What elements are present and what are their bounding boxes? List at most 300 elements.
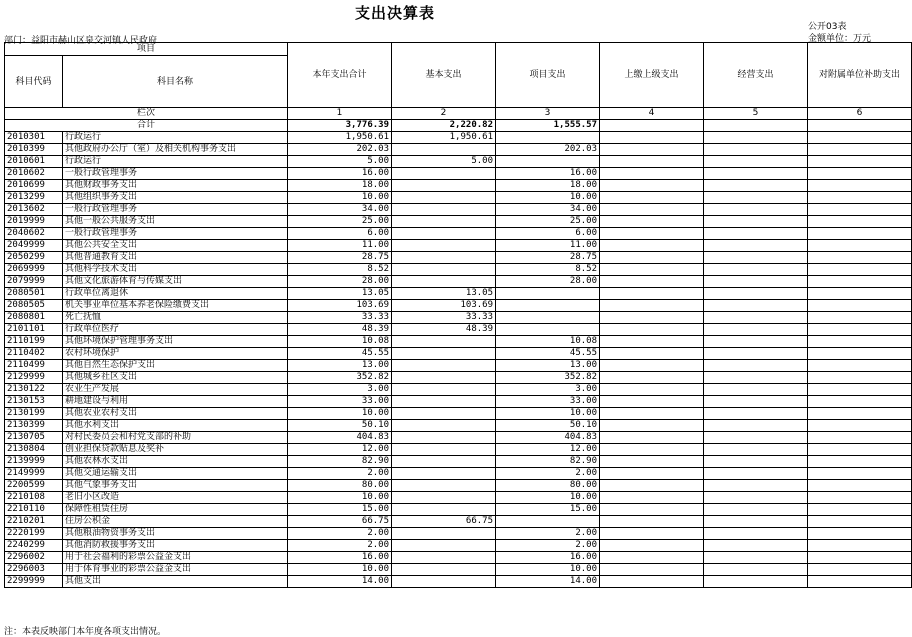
row-code: 2130705 <box>5 432 63 444</box>
footnote: 注：本表反映部门本年度各项支出情况。 <box>4 627 167 637</box>
row-business <box>704 480 808 492</box>
row-subsidy <box>808 444 912 456</box>
row-code: 2110402 <box>5 348 63 360</box>
row-code: 2130399 <box>5 420 63 432</box>
table-row <box>5 516 912 528</box>
table-row <box>5 264 912 276</box>
row-total: 50.10 <box>288 420 392 432</box>
row-basic <box>392 468 496 480</box>
row-basic <box>392 180 496 192</box>
row-total: 352.82 <box>288 372 392 384</box>
row-code: 2010601 <box>5 156 63 168</box>
row-project: 404.83 <box>496 432 600 444</box>
row-business <box>704 516 808 528</box>
row-project <box>496 300 600 312</box>
row-upper <box>600 312 704 324</box>
department-label: 部门：益阳市赫山区泉交河镇人民政府 <box>4 36 158 46</box>
row-business <box>704 396 808 408</box>
table-row <box>5 300 912 312</box>
row-project: 10.00 <box>496 564 600 576</box>
row-project: 15.00 <box>496 504 600 516</box>
row-code: 2240299 <box>5 540 63 552</box>
row-business <box>704 360 808 372</box>
table-row <box>5 468 912 480</box>
row-name: 其他环境保护管理事务支出 <box>63 336 288 348</box>
row-basic <box>392 372 496 384</box>
amount-unit: 金额单位：万元 <box>808 34 872 44</box>
row-business <box>704 288 808 300</box>
row-code: 2080505 <box>5 300 63 312</box>
row-upper <box>600 348 704 360</box>
row-project: 352.82 <box>496 372 600 384</box>
table-row <box>5 216 912 228</box>
row-subsidy <box>808 324 912 336</box>
table-row <box>5 432 912 444</box>
row-project <box>496 312 600 324</box>
row-basic <box>392 348 496 360</box>
table-row <box>5 408 912 420</box>
row-subsidy <box>808 516 912 528</box>
row-subsidy <box>808 528 912 540</box>
table-row <box>5 564 912 576</box>
row-total: 3.00 <box>288 384 392 396</box>
row-basic <box>392 564 496 576</box>
row-upper <box>600 372 704 384</box>
header-code: 科目代码 <box>5 56 63 108</box>
row-upper <box>600 420 704 432</box>
row-code: 2101101 <box>5 324 63 336</box>
row-basic <box>392 480 496 492</box>
row-project <box>496 324 600 336</box>
row-name: 其他支出 <box>63 576 288 588</box>
row-business <box>704 540 808 552</box>
row-name: 其他气象事务支出 <box>63 480 288 492</box>
row-subsidy <box>808 204 912 216</box>
row-upper <box>600 444 704 456</box>
row-business <box>704 576 808 588</box>
row-basic <box>392 144 496 156</box>
row-subsidy <box>808 576 912 588</box>
row-business <box>704 432 808 444</box>
row-project: 82.90 <box>496 456 600 468</box>
row-basic <box>392 408 496 420</box>
row-total: 10.00 <box>288 492 392 504</box>
row-business <box>704 276 808 288</box>
row-name: 其他财政事务支出 <box>63 180 288 192</box>
row-subsidy <box>808 552 912 564</box>
table-row <box>5 228 912 240</box>
index-col: 3 <box>496 108 600 120</box>
row-subsidy <box>808 360 912 372</box>
row-business <box>704 312 808 324</box>
row-business <box>704 504 808 516</box>
row-code: 2049999 <box>5 240 63 252</box>
row-name: 创业担保贷款贴息及奖补 <box>63 444 288 456</box>
row-project: 13.00 <box>496 360 600 372</box>
row-business <box>704 468 808 480</box>
row-subsidy <box>808 264 912 276</box>
row-basic <box>392 540 496 552</box>
table-row <box>5 372 912 384</box>
row-code: 2220199 <box>5 528 63 540</box>
table-row <box>5 252 912 264</box>
row-upper <box>600 264 704 276</box>
total-label: 合计 <box>5 120 288 132</box>
row-project: 10.00 <box>496 492 600 504</box>
table-row <box>5 312 912 324</box>
total-upper <box>600 120 704 132</box>
row-upper <box>600 300 704 312</box>
row-subsidy <box>808 468 912 480</box>
total-business <box>704 120 808 132</box>
row-subsidy <box>808 216 912 228</box>
row-name: 其他科学技术支出 <box>63 264 288 276</box>
row-upper <box>600 504 704 516</box>
row-upper <box>600 180 704 192</box>
table-row <box>5 540 912 552</box>
row-basic <box>392 396 496 408</box>
row-business <box>704 420 808 432</box>
row-total: 10.00 <box>288 564 392 576</box>
row-upper <box>600 288 704 300</box>
row-upper <box>600 144 704 156</box>
row-subsidy <box>808 480 912 492</box>
row-project: 16.00 <box>496 168 600 180</box>
row-total: 28.75 <box>288 252 392 264</box>
table-row <box>5 384 912 396</box>
row-project: 2.00 <box>496 528 600 540</box>
table-row <box>5 348 912 360</box>
row-basic <box>392 216 496 228</box>
row-business <box>704 492 808 504</box>
row-code: 2110499 <box>5 360 63 372</box>
row-subsidy <box>808 432 912 444</box>
header-name: 科目名称 <box>63 56 288 108</box>
row-upper <box>600 192 704 204</box>
row-total: 12.00 <box>288 444 392 456</box>
row-basic: 13.05 <box>392 288 496 300</box>
row-subsidy <box>808 420 912 432</box>
row-subsidy <box>808 504 912 516</box>
row-code: 2299999 <box>5 576 63 588</box>
row-project: 2.00 <box>496 540 600 552</box>
row-total: 25.00 <box>288 216 392 228</box>
table-row <box>5 132 912 144</box>
row-project: 28.00 <box>496 276 600 288</box>
row-total: 11.00 <box>288 240 392 252</box>
row-code: 2010399 <box>5 144 63 156</box>
row-project <box>496 288 600 300</box>
table-row <box>5 324 912 336</box>
row-total: 34.00 <box>288 204 392 216</box>
row-project: 45.55 <box>496 348 600 360</box>
row-subsidy <box>808 336 912 348</box>
row-subsidy <box>808 240 912 252</box>
table-row <box>5 396 912 408</box>
table-row <box>5 336 912 348</box>
table-row <box>5 576 912 588</box>
row-total: 45.55 <box>288 348 392 360</box>
row-business <box>704 336 808 348</box>
row-name: 老旧小区改造 <box>63 492 288 504</box>
row-basic: 33.33 <box>392 312 496 324</box>
row-project: 8.52 <box>496 264 600 276</box>
total-subsidy <box>808 120 912 132</box>
row-basic <box>392 456 496 468</box>
row-code: 2129999 <box>5 372 63 384</box>
row-business <box>704 564 808 576</box>
table-row <box>5 456 912 468</box>
row-basic: 1,950.61 <box>392 132 496 144</box>
row-total: 13.00 <box>288 360 392 372</box>
row-total: 2.00 <box>288 468 392 480</box>
header-basic: 基本支出 <box>392 43 496 108</box>
index-col: 4 <box>600 108 704 120</box>
row-subsidy <box>808 384 912 396</box>
row-subsidy <box>808 372 912 384</box>
row-business <box>704 156 808 168</box>
row-name: 其他粮油物资事务支出 <box>63 528 288 540</box>
table-row <box>5 156 912 168</box>
table-row <box>5 504 912 516</box>
row-project: 202.03 <box>496 144 600 156</box>
row-code: 2210108 <box>5 492 63 504</box>
row-business <box>704 456 808 468</box>
row-subsidy <box>808 276 912 288</box>
row-business <box>704 552 808 564</box>
row-subsidy <box>808 180 912 192</box>
row-code: 2013602 <box>5 204 63 216</box>
row-total: 103.69 <box>288 300 392 312</box>
row-project: 10.08 <box>496 336 600 348</box>
row-total: 13.05 <box>288 288 392 300</box>
row-upper <box>600 396 704 408</box>
table-row <box>5 144 912 156</box>
row-subsidy <box>808 168 912 180</box>
table-row <box>5 492 912 504</box>
row-code: 2130199 <box>5 408 63 420</box>
row-basic: 66.75 <box>392 516 496 528</box>
row-name: 其他城乡社区支出 <box>63 372 288 384</box>
row-subsidy <box>808 312 912 324</box>
row-code: 2019999 <box>5 216 63 228</box>
row-code: 2010602 <box>5 168 63 180</box>
row-project: 10.00 <box>496 408 600 420</box>
row-subsidy <box>808 396 912 408</box>
row-project: 3.00 <box>496 384 600 396</box>
row-total: 15.00 <box>288 504 392 516</box>
row-name: 其他普通教育支出 <box>63 252 288 264</box>
row-code: 2130804 <box>5 444 63 456</box>
row-upper <box>600 156 704 168</box>
row-upper <box>600 216 704 228</box>
row-total: 33.00 <box>288 396 392 408</box>
row-subsidy <box>808 540 912 552</box>
row-upper <box>600 456 704 468</box>
row-business <box>704 168 808 180</box>
total-amount: 3,776.39 <box>288 120 392 132</box>
row-name: 其他政府办公厅（室）及相关机构事务支出 <box>63 144 288 156</box>
row-basic <box>392 276 496 288</box>
row-project: 2.00 <box>496 468 600 480</box>
row-code: 2296003 <box>5 564 63 576</box>
row-name: 行政运行 <box>63 132 288 144</box>
row-basic: 48.39 <box>392 324 496 336</box>
row-project: 10.00 <box>496 192 600 204</box>
row-business <box>704 228 808 240</box>
row-subsidy <box>808 144 912 156</box>
row-upper <box>600 336 704 348</box>
row-project <box>496 156 600 168</box>
row-upper <box>600 228 704 240</box>
total-project: 1,555.57 <box>496 120 600 132</box>
row-business <box>704 132 808 144</box>
row-basic: 103.69 <box>392 300 496 312</box>
row-name: 其他文化旅游体育与传媒支出 <box>63 276 288 288</box>
row-upper <box>600 564 704 576</box>
row-subsidy <box>808 156 912 168</box>
row-name: 其他水利支出 <box>63 420 288 432</box>
row-total: 1,950.61 <box>288 132 392 144</box>
index-row <box>5 108 912 120</box>
row-business <box>704 324 808 336</box>
row-subsidy <box>808 456 912 468</box>
row-business <box>704 240 808 252</box>
row-total: 80.00 <box>288 480 392 492</box>
row-upper <box>600 528 704 540</box>
row-total: 5.00 <box>288 156 392 168</box>
row-name: 其他消防救援事务支出 <box>63 540 288 552</box>
row-total: 6.00 <box>288 228 392 240</box>
table-row <box>5 552 912 564</box>
row-basic: 5.00 <box>392 156 496 168</box>
row-basic <box>392 204 496 216</box>
row-total: 10.00 <box>288 192 392 204</box>
table-row <box>5 180 912 192</box>
row-code: 2130122 <box>5 384 63 396</box>
row-upper <box>600 516 704 528</box>
row-project: 12.00 <box>496 444 600 456</box>
row-project: 11.00 <box>496 240 600 252</box>
row-subsidy <box>808 564 912 576</box>
row-total: 82.90 <box>288 456 392 468</box>
total-row <box>5 120 912 132</box>
row-business <box>704 192 808 204</box>
row-code: 2010301 <box>5 132 63 144</box>
row-upper <box>600 168 704 180</box>
row-basic <box>392 576 496 588</box>
row-subsidy <box>808 300 912 312</box>
row-subsidy <box>808 408 912 420</box>
row-upper <box>600 468 704 480</box>
table-row <box>5 168 912 180</box>
row-name: 对村民委员会和村党支部的补助 <box>63 432 288 444</box>
header-upper: 上缴上级支出 <box>600 43 704 108</box>
row-project: 33.00 <box>496 396 600 408</box>
index-col: 6 <box>808 108 912 120</box>
row-basic <box>392 420 496 432</box>
row-name: 保障性租赁住房 <box>63 504 288 516</box>
row-project: 6.00 <box>496 228 600 240</box>
table-row <box>5 276 912 288</box>
row-upper <box>600 240 704 252</box>
row-code: 2079999 <box>5 276 63 288</box>
row-project: 14.00 <box>496 576 600 588</box>
row-total: 14.00 <box>288 576 392 588</box>
row-code: 2110199 <box>5 336 63 348</box>
table-row <box>5 240 912 252</box>
table-row <box>5 420 912 432</box>
row-code: 2010699 <box>5 180 63 192</box>
table-row <box>5 480 912 492</box>
row-total: 18.00 <box>288 180 392 192</box>
index-label: 栏次 <box>5 108 288 120</box>
row-total: 10.00 <box>288 408 392 420</box>
row-project <box>496 132 600 144</box>
table-row <box>5 444 912 456</box>
form-number: 公开03表 <box>808 22 847 32</box>
row-code: 2069999 <box>5 264 63 276</box>
row-upper <box>600 276 704 288</box>
row-subsidy <box>808 228 912 240</box>
row-total: 33.33 <box>288 312 392 324</box>
row-business <box>704 144 808 156</box>
row-code: 2080801 <box>5 312 63 324</box>
row-total: 2.00 <box>288 528 392 540</box>
row-project: 18.00 <box>496 180 600 192</box>
row-name: 用于社会福利的彩票公益金支出 <box>63 552 288 564</box>
row-name: 其他农业农村支出 <box>63 408 288 420</box>
row-name: 其他自然生态保护支出 <box>63 360 288 372</box>
table-row <box>5 204 912 216</box>
expenditure-table <box>4 42 912 588</box>
row-name: 其他组织事务支出 <box>63 192 288 204</box>
row-total: 66.75 <box>288 516 392 528</box>
row-name: 行政运行 <box>63 156 288 168</box>
row-total: 16.00 <box>288 168 392 180</box>
row-basic <box>392 228 496 240</box>
row-subsidy <box>808 252 912 264</box>
row-name: 死亡抚恤 <box>63 312 288 324</box>
table-row <box>5 360 912 372</box>
table-row <box>5 288 912 300</box>
row-name: 其他一般公共服务支出 <box>63 216 288 228</box>
row-subsidy <box>808 132 912 144</box>
row-business <box>704 216 808 228</box>
row-code: 2130153 <box>5 396 63 408</box>
row-name: 行政单位医疗 <box>63 324 288 336</box>
row-business <box>704 408 808 420</box>
row-upper <box>600 360 704 372</box>
row-basic <box>392 168 496 180</box>
row-basic <box>392 492 496 504</box>
row-upper <box>600 540 704 552</box>
row-name: 其他交通运输支出 <box>63 468 288 480</box>
row-total: 404.83 <box>288 432 392 444</box>
row-project: 34.00 <box>496 204 600 216</box>
row-business <box>704 204 808 216</box>
table-row <box>5 192 912 204</box>
row-project: 16.00 <box>496 552 600 564</box>
row-upper <box>600 552 704 564</box>
index-col: 5 <box>704 108 808 120</box>
row-subsidy <box>808 192 912 204</box>
row-name: 其他公共安全支出 <box>63 240 288 252</box>
row-code: 2139999 <box>5 456 63 468</box>
row-upper <box>600 408 704 420</box>
row-name: 用于体育事业的彩票公益金支出 <box>63 564 288 576</box>
row-name: 一般行政管理事务 <box>63 168 288 180</box>
